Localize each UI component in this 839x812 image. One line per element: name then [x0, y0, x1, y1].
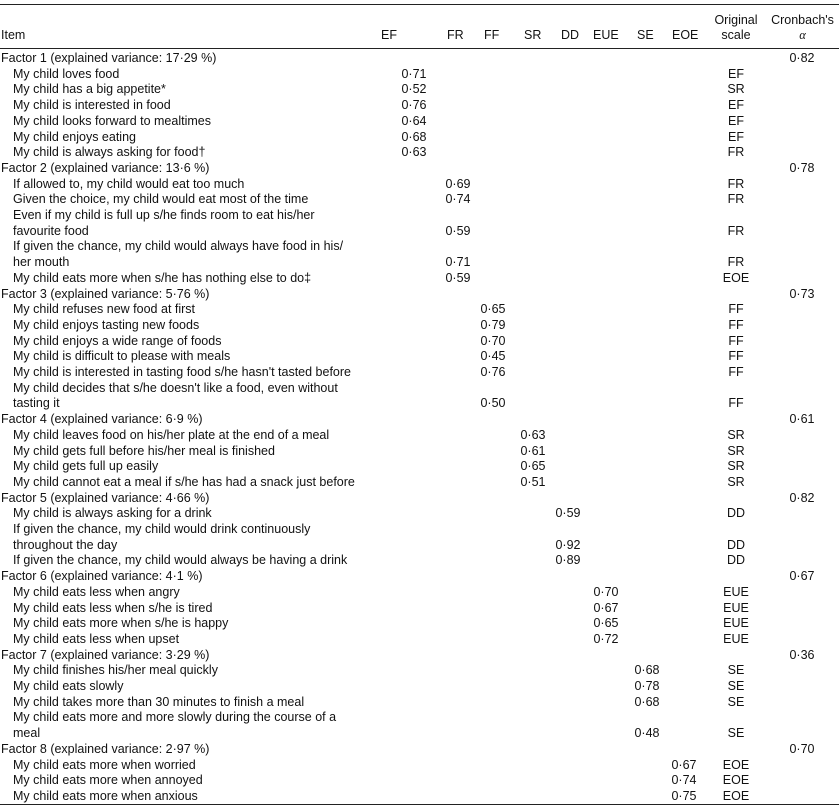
item-text: My child cannot eat a meal if s/he has had a snack just before [13, 474, 355, 489]
original-scale-value: SE [727, 694, 745, 709]
factor-loading-value: 0·61 [520, 443, 546, 458]
original-scale-value: SR [727, 443, 745, 458]
header-col-eue: EUE [593, 28, 619, 42]
original-scale-value: FF [728, 365, 744, 379]
cronbach-alpha-value: 0·82 [789, 490, 815, 505]
original-scale-value: DD [726, 506, 746, 521]
header-original-scale-line1: Original [714, 13, 758, 27]
item-text: My child enjoys a wide range of foods [13, 333, 222, 348]
item-text: If given the chance, my child would always have food in his/ [13, 239, 344, 254]
factor-loading-value: 0·92 [555, 537, 581, 552]
factor-loading-value: 0·68 [401, 129, 427, 144]
header-cronbach-alpha [766, 13, 839, 43]
header-original-scale [706, 13, 766, 43]
factor-loading-value: 0·63 [520, 427, 546, 442]
original-scale-value: EF [728, 113, 744, 128]
factor-heading: Factor 6 (explained variance: 4·1 %) [1, 569, 203, 584]
factor-loading-value: 0·63 [401, 145, 427, 160]
cronbach-alpha-value: 0·36 [789, 647, 815, 662]
header-item: Item [1, 28, 26, 42]
item-text: My child refuses new food at first [13, 302, 196, 317]
header-col-se: SE [637, 28, 654, 42]
item-text: throughout the day [13, 537, 118, 552]
original-scale-value: SR [727, 427, 745, 442]
factor-loading-value: 0·79 [480, 317, 506, 332]
original-scale-value: SE [727, 726, 745, 741]
original-scale-value: SR [727, 474, 745, 489]
original-scale-value: EUE [723, 584, 749, 599]
factor-heading: Factor 4 (explained variance: 6·9 %) [1, 412, 203, 427]
factor-loading-value: 0·50 [480, 396, 506, 411]
original-scale-value: SR [727, 82, 745, 97]
header-cronbach-line1: Cronbach's [771, 13, 834, 27]
factor-loading-value: 0·65 [480, 302, 506, 317]
factor-loading-value: 0·76 [401, 98, 427, 113]
item-text: My child is difficult to please with meals [13, 349, 231, 364]
item-text: meal [13, 726, 41, 741]
factor-loading-value: 0·59 [445, 223, 471, 238]
item-text: My child loves food [13, 66, 120, 81]
cronbach-alpha-value: 0·82 [789, 51, 815, 65]
item-text: If given the chance, my child would drink continuously [13, 522, 311, 536]
original-scale-value: EUE [723, 616, 749, 631]
factor-heading: Factor 1 (explained variance: 17·29 %) [1, 51, 217, 65]
factor-loading-value: 0·52 [401, 82, 427, 97]
factor-heading: Factor 8 (explained variance: 2·97 %) [1, 741, 210, 756]
table-header [0, 0, 839, 47]
item-text: My child eats more when s/he has nothing else to do‡ [13, 270, 312, 285]
original-scale-value: EF [728, 66, 744, 81]
factor-loading-value: 0·48 [634, 726, 660, 741]
item-text: My child is interested in food [13, 98, 171, 113]
header-col-sr: SR [524, 28, 542, 42]
factor-loading-value: 0·71 [401, 66, 427, 81]
cronbach-alpha-value: 0·61 [789, 412, 815, 427]
item-text: My child is always asking for food† [13, 145, 206, 160]
item-text: My child eats less when angry [13, 584, 180, 599]
factor-loading-value: 0·70 [480, 333, 506, 348]
bottom-rule [0, 804, 839, 805]
item-text: My child is interested in tasting food s/he hasn't tasted before [13, 365, 351, 379]
original-scale-value: EOE [722, 270, 750, 285]
original-scale-value: SE [727, 663, 745, 678]
item-text: My child eats more when annoyed [13, 773, 203, 788]
original-scale-value: EF [728, 129, 744, 144]
original-scale-value: EUE [723, 631, 749, 646]
factor-loading-value: 0·76 [480, 365, 506, 379]
factor-loading-value: 0·59 [555, 506, 581, 521]
item-text: If given the chance, my child would always be having a drink [13, 553, 348, 568]
cronbach-alpha-value: 0·78 [789, 160, 815, 175]
original-scale-value: FR [727, 223, 745, 238]
factor-loading-value: 0·45 [480, 349, 506, 364]
original-scale-value: FR [727, 145, 745, 160]
item-text: Given the choice, my child would eat most of the time [13, 192, 309, 207]
original-scale-value: FF [728, 317, 744, 332]
original-scale-value: EOE [722, 788, 750, 803]
factor-loading-value: 0·64 [401, 113, 427, 128]
item-text: My child is always asking for a drink [13, 506, 212, 521]
cronbach-alpha-value: 0·67 [789, 569, 815, 584]
original-scale-value: FF [728, 333, 744, 348]
item-text: My child enjoys tasting new foods [13, 317, 200, 332]
cronbach-alpha-value: 0·73 [789, 286, 815, 301]
item-text: My child eats more when worried [13, 757, 196, 772]
original-scale-value: FF [728, 349, 744, 364]
factor-loading-value: 0·65 [593, 616, 619, 631]
factor-loading-value: 0·68 [634, 663, 660, 678]
original-scale-value: FR [727, 192, 745, 207]
factor-heading: Factor 3 (explained variance: 5·76 %) [1, 286, 210, 301]
item-text: My child gets full up easily [13, 459, 159, 474]
header-col-ff: FF [484, 28, 500, 42]
item-text: My child eats more and more slowly during the course of a [13, 710, 337, 725]
item-text: My child eats more when anxious [13, 788, 198, 803]
factor-loading-value: 0·59 [445, 270, 471, 285]
original-scale-value: EOE [722, 773, 750, 788]
factor-loading-value: 0·68 [634, 694, 660, 709]
original-scale-value: EUE [723, 600, 749, 615]
factor-loading-value: 0·51 [520, 474, 546, 489]
item-text: My child leaves food on his/her plate at the end of a meal [13, 427, 330, 442]
item-text: favourite food [13, 223, 89, 238]
original-scale-value: SR [727, 459, 745, 474]
item-text: her mouth [13, 255, 70, 270]
original-scale-value: FF [728, 302, 744, 317]
item-text: My child has a big appetite* [13, 82, 166, 97]
item-text: My child enjoys eating [13, 129, 136, 144]
header-original-scale-line2: scale [721, 28, 751, 42]
item-text: Even if my child is full up s/he finds room to eat his/her [13, 208, 315, 222]
factor-loading-value: 0·71 [445, 255, 471, 270]
original-scale-value: SE [727, 679, 745, 693]
factor-loading-value: 0·65 [520, 459, 546, 474]
original-scale-value: EF [728, 98, 744, 113]
factor-loading-value: 0·69 [445, 176, 471, 191]
item-text: My child eats slowly [13, 679, 124, 693]
header-col-dd: DD [561, 28, 580, 42]
factor-loading-value: 0·70 [593, 584, 619, 599]
original-scale-value: EOE [722, 757, 750, 772]
factor-loading-value: 0·78 [634, 679, 660, 693]
original-scale-value: DD [726, 553, 746, 568]
factor-loading-value: 0·67 [593, 600, 619, 615]
cronbach-alpha-value: 0·70 [789, 741, 815, 756]
item-text: If allowed to, my child would eat too much [13, 176, 245, 191]
header-cronbach-line2: α [799, 28, 806, 42]
header-col-fr: FR [447, 28, 464, 42]
item-text: My child looks forward to mealtimes [13, 113, 211, 128]
factor-heading: Factor 7 (explained variance: 3·29 %) [1, 647, 210, 662]
factor-loading-value: 0·74 [445, 192, 471, 207]
header-col-eoe: EOE [672, 28, 699, 42]
original-scale-value: DD [726, 537, 746, 552]
factor-loading-value: 0·89 [555, 553, 581, 568]
original-scale-value: FR [727, 255, 745, 270]
factor-heading: Factor 5 (explained variance: 4·66 %) [1, 490, 210, 505]
factor-loading-value: 0·75 [671, 788, 697, 803]
factor-loading-value: 0·74 [671, 773, 697, 788]
item-text: tasting it [13, 396, 60, 411]
factor-heading: Factor 2 (explained variance: 13·6 %) [1, 160, 210, 175]
item-text: My child eats less when s/he is tired [13, 600, 213, 615]
item-text: My child eats more when s/he is happy [13, 616, 229, 631]
header-rule [0, 48, 839, 49]
original-scale-value: FF [728, 396, 744, 411]
original-scale-value: FR [727, 176, 745, 191]
item-text: My child finishes his/her meal quickly [13, 663, 218, 678]
item-text: My child takes more than 30 minutes to finish a meal [13, 694, 305, 709]
factor-loading-value: 0·67 [671, 757, 697, 772]
item-text: My child decides that s/he doesn't like a food, even without [13, 380, 338, 395]
header-col-ef: EF [381, 28, 397, 42]
factor-loading-value: 0·72 [593, 631, 619, 646]
item-text: My child eats less when upset [13, 631, 180, 646]
item-text: My child gets full before his/her meal is finished [13, 443, 275, 458]
